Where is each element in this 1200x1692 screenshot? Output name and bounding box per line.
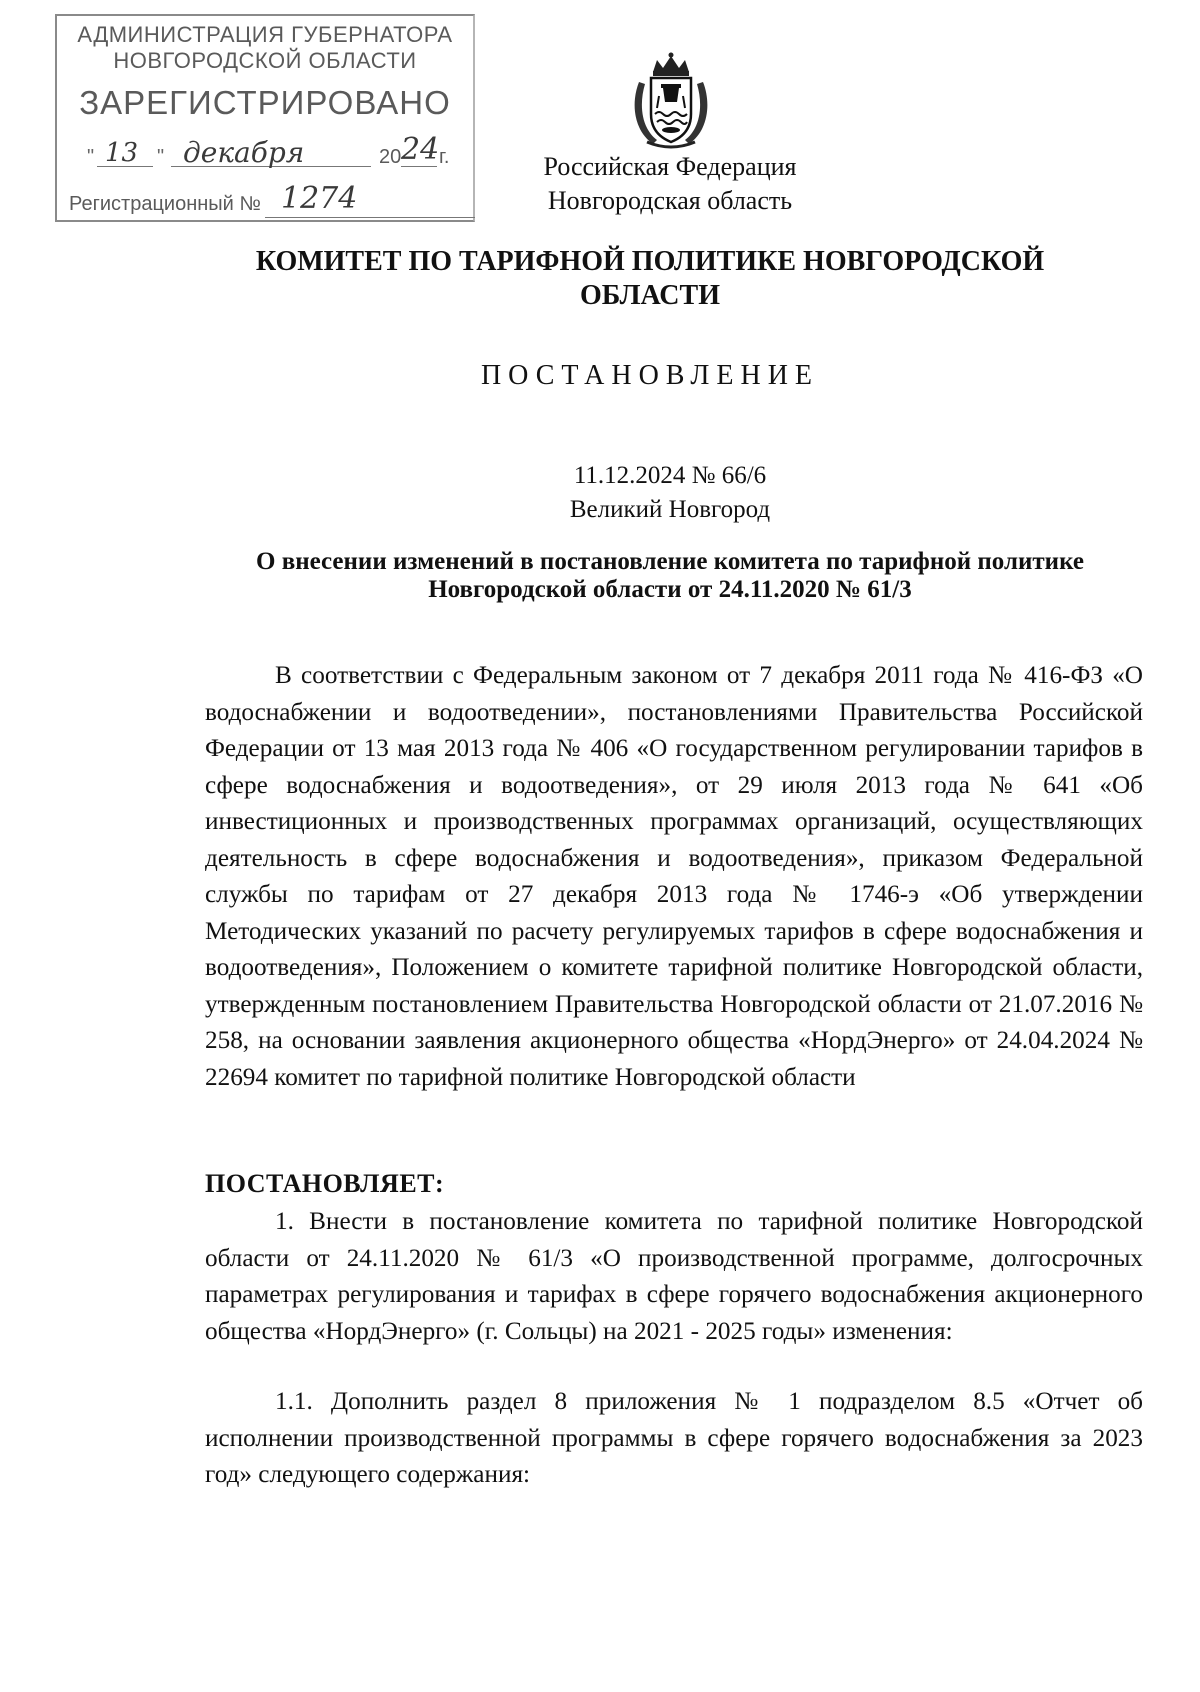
item-1-paragraph: 1. Внести в постановление комитета по тарифной политике Новгородской области от 24.11.2020 № 61/3 «О производственной программе, долгосрочных параметрах регулирования и тарифах в сфере горячего водоснабжения акционерного общества «НордЭнерго» (г. Сольцы) на 2021 - 2025 годы» изменения: [205, 1208, 1143, 1345]
region-name: Новгородская область [547, 186, 793, 215]
stamp-month-handwritten: декабря [183, 136, 305, 169]
resolves-heading: ПОСТАНОВЛЯЕТ: [205, 1169, 445, 1198]
country-name: Российская Федерация [543, 152, 797, 181]
stamp-date-row [87, 132, 477, 176]
stamp-year-handwritten: 24 [401, 132, 440, 167]
stamp-quote-open: " [87, 146, 95, 168]
stamp-region-line: НОВГОРОДСКОЙ ОБЛАСТИ [113, 48, 417, 73]
country-region-block [490, 150, 850, 218]
document-city: Великий Новгород [569, 496, 771, 523]
stamp-registration-row [69, 181, 474, 219]
stamp-administration-line: АДМИНИСТРАЦИЯ ГУБЕРНАТОРА [77, 22, 453, 47]
document-type: ПОСТАНОВЛЕНИЕ [480, 360, 820, 391]
stamp-quote-close: " [157, 146, 165, 168]
date-number-block [470, 459, 870, 527]
stamp-registered-label: ЗАРЕГИСТРИРОВАНО [79, 84, 451, 121]
stamp-year-suffix: г. [439, 146, 450, 168]
stamp-reg-number-handwritten: 1274 [281, 181, 358, 216]
subject-line-1: О внесении изменений в постановление комитета по тарифной политике [256, 548, 1084, 575]
stamp-day-handwritten: 13 [105, 138, 139, 168]
registration-stamp [55, 14, 475, 222]
preamble-paragraph: В соответствии с Федеральным законом от 7 декабря 2011 года № 416-ФЗ «О водоснабжении и водоотведении», постановлениями Правительства Российской Федерации от 13 мая 2013 года № 406 «О государственном регулировании тарифов в сфере водоснабжения и водоотведения», от 29 июля 2013 года № 641 «Об инвестиционных и производственных программах организаций, осуществляющих деятельность в сфере водоснабжения и водоотведения», приказом Федеральной службы по тарифам от 27 декабря 2013 года № 1746-э «Об утверждении Методических указаний по расчету регулируемых тарифов в сфере водоснабжения и водоотведения», Положением о комитете тарифной политике Новгородской области, утвержденным постановлением Правительства Новгородской области от 21.07.2016 № 258, на основании заявления акционерного общества «НордЭнерго» от 24.04.2024 № 22694 комитет по тарифной политике Новгородской области [205, 662, 1143, 1091]
stamp-reg-label: Регистрационный № [69, 193, 261, 215]
document-date-number: 11.12.2024 № 66/6 [573, 462, 767, 489]
stamp-year-prefix: 20 [379, 146, 402, 168]
subject-line-2: Новгородской области от 24.11.2020 № 61/3 [428, 576, 912, 603]
document-subject [190, 548, 1150, 604]
coat-of-arms-icon [629, 52, 713, 150]
item-1-1-paragraph: 1.1. Дополнить раздел 8 приложения № 1 подразделом 8.5 «Отчет об исполнении производственной программы в сфере горячего водоснабжения за 2023 год» следующего содержания: [205, 1388, 1143, 1488]
committee-title: КОМИТЕТ ПО ТАРИФНОЙ ПОЛИТИКЕ НОВГОРОДСКОЙ ОБЛАСТИ [255, 246, 1045, 311]
